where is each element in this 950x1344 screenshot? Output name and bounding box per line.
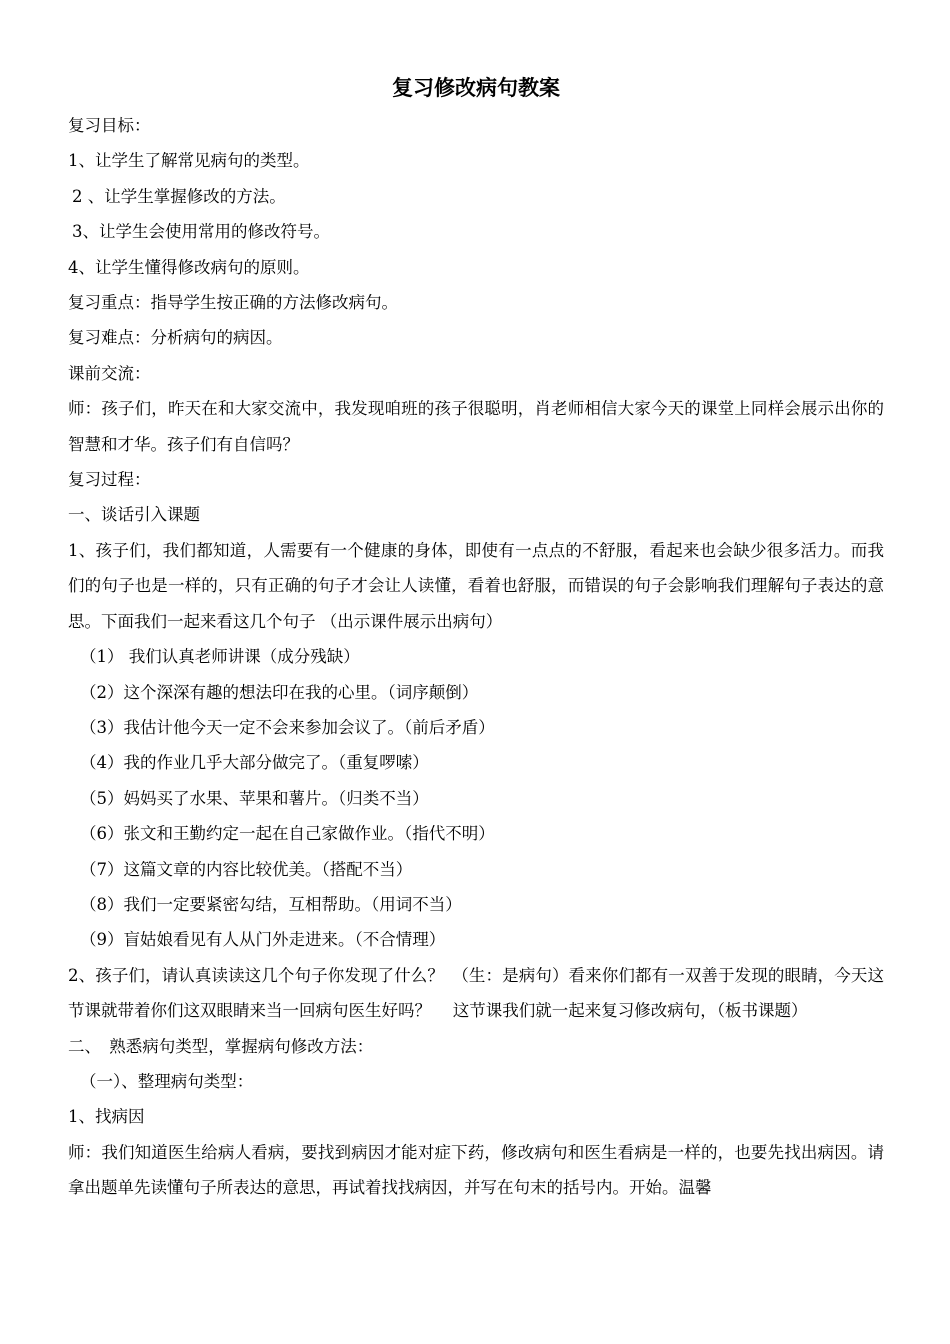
subsection-1-heading: （一）、整理病句类型： (80, 1071, 254, 1091)
teacher-paragraph-2: 师：我们知道医生给病人看病，要找到病因才能对症下药，修改病句和医生看病是一样的，也要先找出病因。请拿出题单先读懂句子所表达的意思，再试着找找病因，并写在句末的括号内。开始。温馨 (68, 1142, 884, 1198)
example-sentence-7: （7）这篇文章的内容比较优美。（搭配不当） (80, 859, 413, 879)
goal-item-1: 1、让学生了解常见病句的类型。 (68, 151, 310, 171)
example-sentence-9: （9）盲姑娘看见有人从门外走进来。（不合情理） (80, 930, 446, 950)
example-sentence-2: （2）这个深深有趣的想法印在我的心里。（词序颠倒） (80, 682, 479, 702)
goal-heading: 复习目标： (68, 116, 151, 135)
intro-paragraph: 1、孩子们，我们都知道，人需要有一个健康的身体，即使有一点点的不舒服，看起来也会缺少很多活力。而我们的句子也是一样的，只有正确的句子才会让人读懂，看着也舒服，而错误的句子会影响我们理解句子表达的意思。下面我们一起来看这几个句子 （出示课件展示出病句） (68, 540, 884, 631)
teacher-paragraph-1: 师：孩子们，昨天在和大家交流中，我发现咱班的孩子很聪明，肖老师相信大家今天的课堂上同样会展示出你的智慧和才华。孩子们有自信吗？ (68, 399, 884, 454)
example-sentence-5: （5）妈妈买了水果、苹果和薯片。（归类不当） (80, 788, 429, 808)
document-title: 复习修改病句教案 (392, 75, 560, 100)
goal-item-2: 2 、让学生掌握修改的方法。 (72, 186, 286, 206)
example-sentence-6: （6）张文和王勤约定一起在自己家做作业。（指代不明） (80, 824, 495, 844)
example-sentence-4: （4）我的作业几乎大部分做完了。（重复啰嗦） (80, 753, 429, 773)
document-page (68, 72, 884, 1206)
example-sentence-1: （1） 我们认真老师讲课（成分残缺） (80, 647, 360, 667)
example-sentence-8: （8）我们一定要紧密勾结，互相帮助。（用词不当） (80, 894, 462, 914)
focus-line: 复习重点：指导学生按正确的方法修改病句。 (68, 293, 398, 313)
difficulty-line: 复习难点：分析病句的病因。 (68, 328, 283, 348)
section-1-heading: 一、谈话引入课题 (68, 505, 200, 525)
goal-item-3: 3、让学生会使用常用的修改符号。 (72, 222, 330, 242)
pre-class-heading: 课前交流： (68, 363, 151, 383)
question-paragraph-2: 2、孩子们，请认真读读这几个句子你发现了什么？ （生：是病句）看来你们都有一双善于发现的眼睛，今天这节课就带着你们这双眼睛来当一回病句医生好吗？ 这节课我们就一起来复习修改病句，（板书课题） (68, 965, 884, 1021)
find-cause-heading: 1、找病因 (68, 1107, 145, 1127)
goal-item-4: 4、让学生懂得修改病句的原则。 (68, 257, 310, 277)
section-2-heading: 二、 熟悉病句类型，掌握病句修改方法： (68, 1036, 374, 1056)
process-heading: 复习过程： (68, 470, 151, 490)
example-sentence-3: （3）我估计他今天一定不会来参加会议了。（前后矛盾） (80, 717, 495, 737)
